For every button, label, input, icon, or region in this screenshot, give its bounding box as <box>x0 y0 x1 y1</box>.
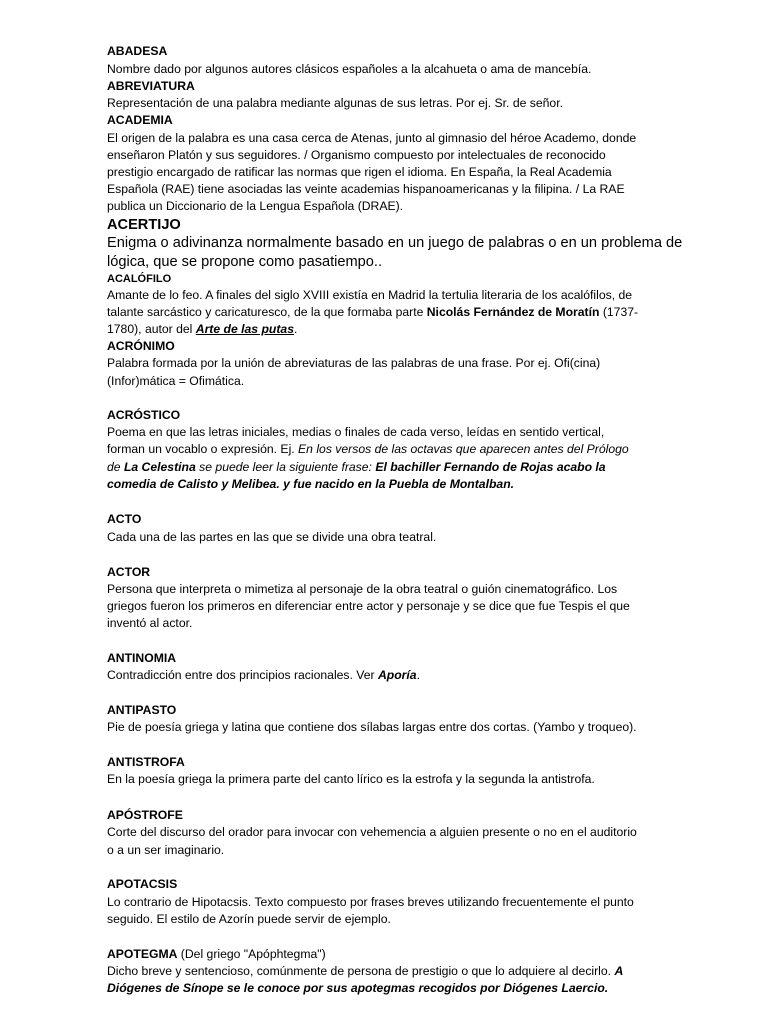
definition-text: forman un vocablo o expresión. Ej. <box>107 442 299 456</box>
cross-reference: Aporía <box>377 668 417 682</box>
work-title: Arte de las putas <box>195 322 294 336</box>
term-acto: ACTO <box>107 512 142 526</box>
term-acertijo: ACERTIJO <box>107 217 181 233</box>
definition-text: Contradicción entre dos principios racionales. Ver <box>107 668 378 682</box>
definition-line: El origen de la palabra es una casa cerca de Atenas, junto al gimnasio del héroe Academo, donde <box>107 131 637 145</box>
definition-line: Persona que interpreta o mimetiza al personaje de la obra teatral o guión cinematográfico. Los <box>107 582 618 596</box>
term-apostrofe: APÓSTROFE <box>107 808 183 822</box>
example-text: En los versos de las octavas que aparecen antes del Prólogo <box>298 442 629 456</box>
work-title: La Celestina <box>123 460 196 474</box>
definition-line <box>107 963 667 980</box>
acrostic-phrase: comedia de Calisto y Melibea. y fue nacido en la Puebla de Montalban. <box>107 477 515 491</box>
definition-line: lógica, que se propone como pasatiempo.. <box>107 254 383 270</box>
term-acalofilo: ACALÓFILO <box>107 273 172 285</box>
definition-text: talante sarcástico y caricaturesco, de la que formaba parte <box>107 305 427 319</box>
author-name: Nicolás Fernández de Moratín <box>426 305 600 319</box>
definition-line: En la poesía griega la primera parte del canto lírico es la estrofa y la segunda la antistrofa. <box>107 772 595 786</box>
definition-line: Pie de poesía griega y latina que contiene dos sílabas largas entre dos cortas. (Yambo y troqueo). <box>107 720 637 734</box>
definition-text: 1780), autor del <box>107 322 196 336</box>
example-text: se puede leer la siguiente frase: <box>195 460 376 474</box>
definition-line <box>107 304 667 321</box>
definition-text: . <box>416 668 420 682</box>
term-abreviatura: ABREVIATURA <box>107 79 195 93</box>
example-text: Diógenes de Sínope se le conoce por sus apotegmas recogidos por Diógenes Laercio. <box>107 981 609 995</box>
acrostic-phrase: El bachiller Fernando de Rojas acabo la <box>375 460 606 474</box>
example-text: A <box>614 964 624 978</box>
definition-line: griegos fueron los primeros en diferenciar entre actor y personaje y se dice que fue Tespis el que <box>107 599 630 613</box>
definition-line <box>107 459 667 476</box>
etymology-note: (Del griego "Apóphtegma") <box>177 947 326 961</box>
definition-line: prestigio encargado de ratificar las normas que rigen el idioma. En España, la Real Academia <box>107 165 612 179</box>
term-antipasto: ANTIPASTO <box>107 703 177 717</box>
definition-line: Representación de una palabra mediante algunas de sus letras. Por ej. Sr. de señor. <box>107 96 563 110</box>
definition-line: Enigma o adivinanza normalmente basado en un juego de palabras o en un problema de <box>107 235 683 251</box>
definition-text: . <box>293 322 298 336</box>
definition-line: Palabra formada por la unión de abreviaturas de las palabras de una frase. Por ej. Ofi(cina) <box>107 356 601 370</box>
example-text: de <box>107 460 124 474</box>
definition-line: Nombre dado por algunos autores clásicos españoles a la alcahueta o ama de mancebía. <box>107 62 592 76</box>
entry-header-apotegma <box>107 946 667 963</box>
definition-line: Amante de lo feo. A finales del siglo XVIII existía en Madrid la tertulia literaria de los acalófilos, de <box>107 288 633 302</box>
term-academia: ACADEMIA <box>107 113 173 127</box>
term-antinomia: ANTINOMIA <box>107 651 177 665</box>
definition-line: Corte del discurso del orador para invocar con vehemencia a alguien presente o no en el auditorio <box>107 825 637 839</box>
term-acronimo: ACRÓNIMO <box>107 339 175 353</box>
term-apotegma: APOTEGMA <box>107 947 178 961</box>
definition-line: Lo contrario de Hipotacsis. Texto compuesto por frases breves utilizando frecuentemente el punto <box>107 895 634 909</box>
definition-line: (Infor)mática = Ofimática. <box>107 374 245 388</box>
term-antistrofa: ANTISTROFA <box>107 755 185 769</box>
definition-text: (1737- <box>599 305 639 319</box>
term-acrostico: ACRÓSTICO <box>107 408 181 422</box>
definition-line <box>107 441 667 458</box>
term-abadesa: ABADESA <box>107 44 168 58</box>
term-actor: ACTOR <box>107 565 151 579</box>
definition-line: Española (RAE) tiene asociadas las veinte academias hispanoamericanas y la filipina. / La RAE <box>107 182 625 196</box>
definition-line <box>107 321 667 338</box>
term-apotacsis: APOTACSIS <box>107 877 178 891</box>
definition-line: seguido. El estilo de Azorín puede servir de ejemplo. <box>107 912 391 926</box>
definition-line: enseñaron Platón y sus seguidores. / Organismo compuesto por intelectuales de reconocido <box>107 148 606 162</box>
definition-line <box>107 667 667 684</box>
definition-line: inventó al actor. <box>107 616 193 630</box>
definition-line: Cada una de las partes en las que se divide una obra teatral. <box>107 530 437 544</box>
definition-line: Poema en que las letras iniciales, medias o finales de cada verso, leídas en sentido vertical, <box>107 425 605 439</box>
definition-line: o a un ser imaginario. <box>107 843 225 857</box>
definition-text: Dicho breve y sentencioso, comúnmente de persona de prestigio o que lo adquiere al decirlo. <box>107 964 615 978</box>
definition-line: publica un Diccionario de la Lengua Española (DRAE). <box>107 199 404 213</box>
